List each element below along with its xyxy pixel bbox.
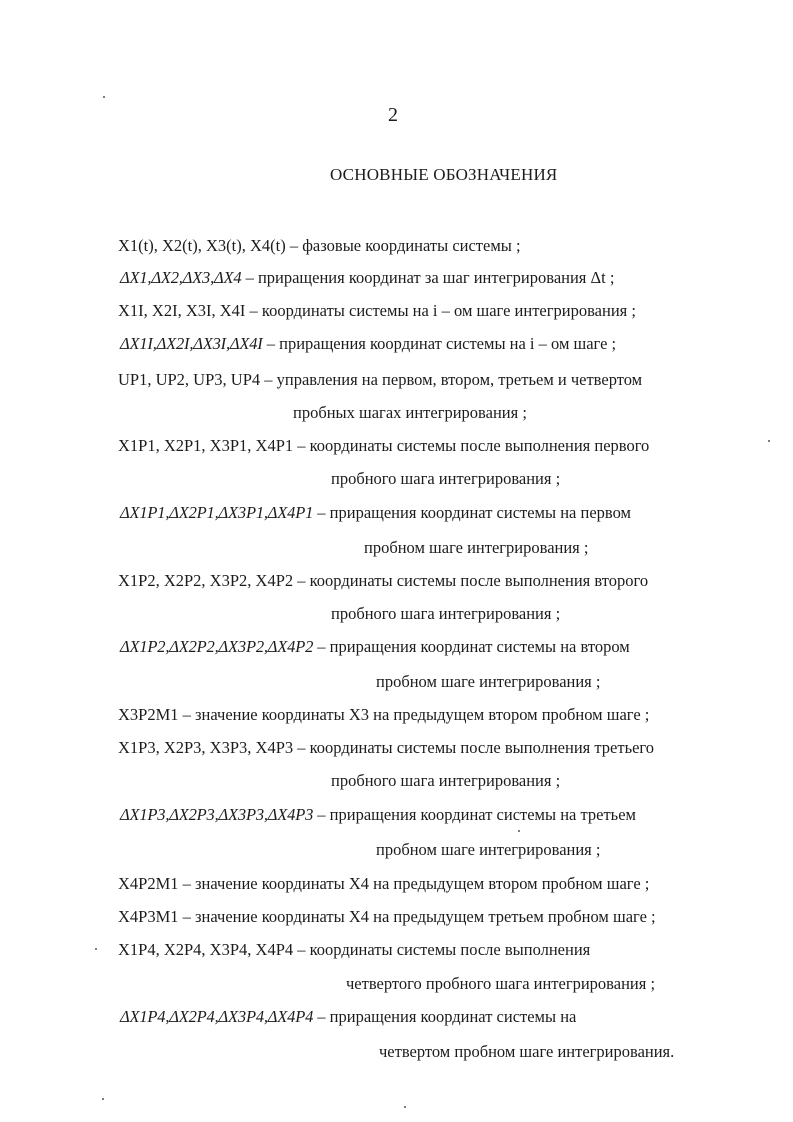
notation-continuation: четвертом пробном шаге интегрирования. bbox=[379, 1042, 675, 1061]
notation-description: координаты системы после выполнения первого bbox=[309, 436, 650, 455]
notation-description: значение координаты X3 на предыдущем втором пробном шаге ; bbox=[195, 705, 650, 724]
notation-symbols: X3P2M1 bbox=[118, 705, 179, 724]
notation-description: значение координаты X4 на предыдущем третьем пробном шаге ; bbox=[195, 907, 656, 926]
notation-continuation: пробном шаге интегрирования ; bbox=[376, 672, 601, 691]
notation-entry: ΔX1P2,ΔX2P2,ΔX3P2,ΔX4P2 – приращения координат системы на втором bbox=[120, 637, 630, 656]
notation-entry: ΔX1P1,ΔX2P1,ΔX3P1,ΔX4P1 – приращения координат системы на первом bbox=[120, 503, 631, 522]
notation-description: координаты системы после выполнения второго bbox=[309, 571, 649, 590]
notation-symbols: ΔX1P4,ΔX2P4,ΔX3P4,ΔX4P4 bbox=[120, 1007, 314, 1026]
notation-entry: ΔX1,ΔX2,ΔX3,ΔX4 – приращения координат за шаг интегрирования Δt ; bbox=[120, 268, 615, 287]
notation-continuation: пробных шагах интегрирования ; bbox=[293, 403, 527, 422]
notation-entry: UP1, UP2, UP3, UP4 – управления на первом, втором, третьем и четвертом bbox=[118, 370, 643, 389]
notation-description: приращения координат системы на третьем bbox=[329, 805, 636, 824]
notation-symbols: ΔX1I,ΔX2I,ΔX3I,ΔX4I bbox=[120, 334, 263, 353]
notation-continuation: четвертого пробного шага интегрирования ; bbox=[346, 974, 656, 993]
notation-symbols: X1P2, X2P2, X3P2, X4P2 bbox=[118, 571, 294, 590]
notation-symbols: X1(t), X2(t), X3(t), X4(t) bbox=[118, 236, 286, 255]
notation-symbols: ΔX1P2,ΔX2P2,ΔX3P2,ΔX4P2 bbox=[120, 637, 314, 656]
notation-description: координаты системы после выполнения bbox=[309, 940, 591, 959]
notation-symbols: ΔX1,ΔX2,ΔX3,ΔX4 bbox=[120, 268, 242, 287]
notation-symbols: X1P1, X2P1, X3P1, X4P1 bbox=[118, 436, 294, 455]
notation-symbols: X1I, X2I, X3I, X4I bbox=[118, 301, 246, 320]
notation-symbols: X1P3, X2P3, X3P3, X4P3 bbox=[118, 738, 294, 757]
scan-speck bbox=[102, 1098, 104, 1100]
notation-symbols: X4P3M1 bbox=[118, 907, 179, 926]
scan-speck bbox=[404, 1106, 406, 1108]
scan-speck bbox=[103, 96, 105, 98]
notation-continuation: пробного шага интегрирования ; bbox=[331, 771, 561, 790]
scan-speck bbox=[768, 440, 770, 442]
notation-entry: X1P4, X2P4, X3P4, X4P4 – координаты системы после выполнения bbox=[118, 940, 591, 959]
notation-continuation: пробном шаге интегрирования ; bbox=[364, 538, 589, 557]
notation-description: управления на первом, втором, третьем и четвертом bbox=[276, 370, 643, 389]
notation-description: значение координаты X4 на предыдущем втором пробном шаге ; bbox=[195, 874, 650, 893]
notation-description: приращения координат системы на первом bbox=[329, 503, 631, 522]
notation-entry: ΔX1P4,ΔX2P4,ΔX3P4,ΔX4P4 – приращения координат системы на bbox=[120, 1007, 577, 1026]
scan-speck bbox=[518, 830, 520, 832]
notation-entry: ΔX1P3,ΔX2P3,ΔX3P3,ΔX4P3 – приращения координат системы на третьем bbox=[120, 805, 636, 824]
page-title: ОСНОВНЫЕ ОБОЗНАЧЕНИЯ bbox=[330, 165, 558, 184]
notation-continuation: пробном шаге интегрирования ; bbox=[376, 840, 601, 859]
notation-entry: X1P3, X2P3, X3P3, X4P3 – координаты системы после выполнения третьего bbox=[118, 738, 655, 757]
notation-entry: X1P1, X2P1, X3P1, X4P1 – координаты системы после выполнения первого bbox=[118, 436, 650, 455]
notation-entry: X4P2M1 – значение координаты X4 на предыдущем втором пробном шаге ; bbox=[118, 874, 650, 893]
notation-description: координаты системы после выполнения третьего bbox=[309, 738, 655, 757]
notation-entry: X1I, X2I, X3I, X4I – координаты системы на i – ом шаге интегрирования ; bbox=[118, 301, 636, 320]
notation-symbols: ΔX1P3,ΔX2P3,ΔX3P3,ΔX4P3 bbox=[120, 805, 314, 824]
notation-entry: X1P2, X2P2, X3P2, X4P2 – координаты системы после выполнения второго bbox=[118, 571, 649, 590]
notation-entry: ΔX1I,ΔX2I,ΔX3I,ΔX4I – приращения координат системы на i – ом шаге ; bbox=[120, 334, 617, 353]
notation-symbols: X1P4, X2P4, X3P4, X4P4 bbox=[118, 940, 294, 959]
notation-description: приращения координат системы на втором bbox=[329, 637, 630, 656]
notation-description: фазовые координаты системы ; bbox=[302, 236, 521, 255]
notation-symbols: UP1, UP2, UP3, UP4 bbox=[118, 370, 261, 389]
scan-speck bbox=[95, 948, 97, 950]
notation-description: приращения координат за шаг интегрирования Δt ; bbox=[257, 268, 615, 287]
notation-description: приращения координат системы на i – ом шаге ; bbox=[279, 334, 617, 353]
notation-entry: X1(t), X2(t), X3(t), X4(t) – фазовые координаты системы ; bbox=[118, 236, 521, 255]
notation-symbols: X4P2M1 bbox=[118, 874, 179, 893]
notation-continuation: пробного шага интегрирования ; bbox=[331, 604, 561, 623]
notation-symbols: ΔX1P1,ΔX2P1,ΔX3P1,ΔX4P1 bbox=[120, 503, 314, 522]
notation-entry: X4P3M1 – значение координаты X4 на предыдущем третьем пробном шаге ; bbox=[118, 907, 656, 926]
page-number: 2 bbox=[388, 104, 398, 126]
notation-description: приращения координат системы на bbox=[329, 1007, 577, 1026]
notation-description: координаты системы на i – ом шаге интегрирования ; bbox=[261, 301, 636, 320]
notation-entry: X3P2M1 – значение координаты X3 на предыдущем втором пробном шаге ; bbox=[118, 705, 650, 724]
notation-continuation: пробного шага интегрирования ; bbox=[331, 469, 561, 488]
